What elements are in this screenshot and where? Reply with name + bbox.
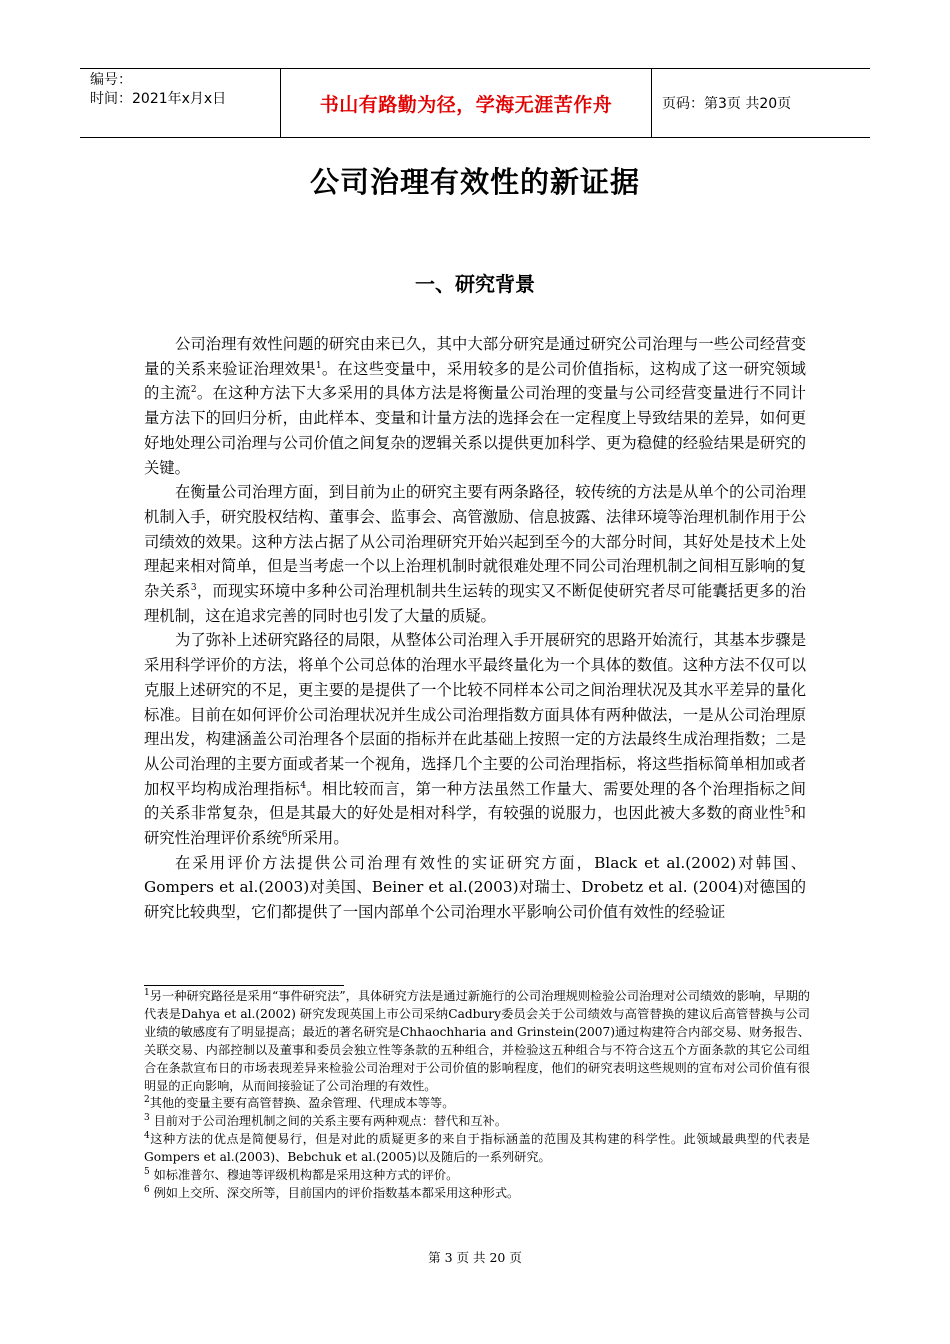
footnote-mark: 2 [144, 1095, 150, 1106]
footnote-mark: 3 [144, 1113, 150, 1124]
footnote-ref: 3 [190, 582, 197, 593]
document-number: 编号： [90, 72, 132, 88]
body-text [144, 332, 806, 925]
paragraph [144, 628, 806, 850]
footnote-ref: 2 [190, 385, 197, 396]
page-header [80, 68, 870, 138]
text-run: 。在这些变量中，采用较多的是公司价值指标，这构成了这一研究领域的主流 [144, 359, 806, 403]
page-footer: 第 3 页 共 20 页 [428, 1250, 522, 1265]
footnote-mark: 1 [144, 987, 150, 998]
footnote-ref: 6 [281, 829, 288, 840]
footnote-ref: 5 [784, 805, 791, 816]
footnote-separator [144, 985, 344, 986]
footnote-ref: 4 [300, 780, 306, 791]
footnote-text: 另一种研究路径是采用“事件研究法”，具体研究方法是通过新施行的公司治理规则检验公司治理对公司绩效的影响，早期的代表是Dahya et al.(2002) 研究发现英国上市公司采纳Cadbury委员会关于公司绩效与高管替换的建议后高管替换与公司业绩的敏感度有了明显提高；最近的著名研究是Chhaochharia and Grinstein(2007)通过构建符合内部交易、财务报告、关联交易、内部控制以及董事和委员会独立性等条款的五种组合，并检验这五种组合与不符合这五个方面条款的其它公司组合在条款宣布日的市场表现差异来检验公司治理对于公司价值的影响程度，他们的研究表明这些规则的宣布对公司价值有很明显的正向影响，从而间接验证了公司治理的有效性。 [144, 989, 810, 1093]
footnote [144, 1131, 810, 1167]
footnote-ref: 1 [315, 360, 322, 371]
text-run: 和研究性治理评价系统 [144, 804, 806, 848]
document-title: 公司治理有效性的新证据 [309, 165, 640, 199]
text-run: 公司治理有效性问题的研究由来已久，其中大部分研究是通过研究公司治理与一些公司经营变量的关系来验证治理效果 [144, 335, 806, 378]
text-run: 在衡量公司治理方面，到目前为止的研究主要有两条路径，较传统的方法是从单个的公司治理机制入手，研究股权结构、董事会、监事会、高管激励、信息披露、法律环境等治理机制作用于公司绩效的效果。这种方法占据了从公司治理研究开始兴起到至今的大部分时间，其好处是技术上处理起来相对简单，但是当考虑一个以上治理机制时就很难处理不同公司治理机制之间相互影响的复杂关系 [144, 483, 806, 601]
section-heading: 一、研究背景 [415, 272, 535, 296]
paragraph [144, 480, 806, 628]
header-page-info: 页码：第3页 共20页 [662, 96, 792, 112]
document-date: 时间：2021年x月x日 [90, 91, 227, 107]
text-run: 。在这种方法下大多采用的具体方法是将衡量公司治理的变量与公司经营变量进行不同计量方法下的回归分析，由此样本、变量和计量方法的选择会在一定程度上导致结果的差异，如何更好地处理公司治理与公司价值之间复杂的逻辑关系以提供更加科学、更为稳健的经验结果是研究的关键。 [144, 384, 806, 477]
footnote [144, 1185, 810, 1203]
text-run: 所采用。 [287, 829, 349, 848]
header-motto: 书山有路勤为径，学海无涯苦作舟 [280, 69, 652, 137]
footnotes [144, 988, 810, 1203]
paragraph [144, 851, 806, 925]
paragraph [144, 332, 806, 480]
text-run: ，而现实环境中多种公司治理机制共生运转的现实又不断促使研究者尽可能囊括更多的治理机制，这在追求完善的同时也引发了大量的质疑。 [144, 582, 806, 625]
header-meta [80, 69, 280, 137]
footnote [144, 1167, 810, 1185]
footnote-text: 如标准普尔、穆迪等评级机构都是采用这种方式的评价。 [149, 1168, 459, 1183]
text-run: 在采用评价方法提供公司治理有效性的实证研究方面，Black et al.(2002)对韩国、Gompers et al.(2003)对美国、Beiner et al.(2003)对瑞士、Drobetz et al. (2004)对德国的研究比较典型，它们都提供了一国内部单个公司治理水平影响公司价值有效性的经验证 [144, 853, 806, 922]
footnote [144, 988, 810, 1095]
footnote [144, 1095, 810, 1113]
footnote-text: 这种方法的优点是简便易行，但是对此的质疑更多的来自于指标涵盖的范围及其构建的科学性。此领域最典型的代表是Gompers et al.(2003)、Bebchuk et al.(2005)以及随后的一系列研究。 [144, 1132, 810, 1165]
text-run: 为了弥补上述研究路径的局限，从整体公司治理入手开展研究的思路开始流行，其基本步骤是采用科学评价的方法，将单个公司总体的治理水平最终量化为一个具体的数值。这种方法不仅可以克服上述研究的不足，更主要的是提供了一个比较不同样本公司之间治理状况及其水平差异的量化标准。目前在如何评价公司治理状况并生成公司治理指数方面具体有两种做法，一是从公司治理原理出发，构建涵盖公司治理各个层面的指标并在此基础上按照一定的方法最终生成治理指数；二是从公司治理的主要方面或者某一个视角，选择几个主要的公司治理指标，将这些指标简单相加或者加权平均构成治理指标 [144, 631, 806, 798]
footnote-mark: 4 [144, 1131, 150, 1142]
text-run: 。相比较而言，第一种方法虽然工作量大、需要处理的各个治理指标之间的关系非常复杂，但是其最大的好处是相对科学，有较强的说服力，也因此被大多数的商业性 [144, 779, 806, 823]
footnote-mark: 6 [144, 1184, 150, 1195]
footnote-mark: 5 [144, 1167, 150, 1177]
footnote-text: 目前对于公司治理机制之间的关系主要有两种观点：替代和互补。 [149, 1114, 508, 1129]
footnote [144, 1113, 810, 1131]
footnote-text: 例如上交所、深交所等，目前国内的评价指数基本都采用这种形式。 [149, 1185, 520, 1200]
footnote-text: 其他的变量主要有高管替换、盈余管理、代理成本等等。 [149, 1096, 455, 1111]
